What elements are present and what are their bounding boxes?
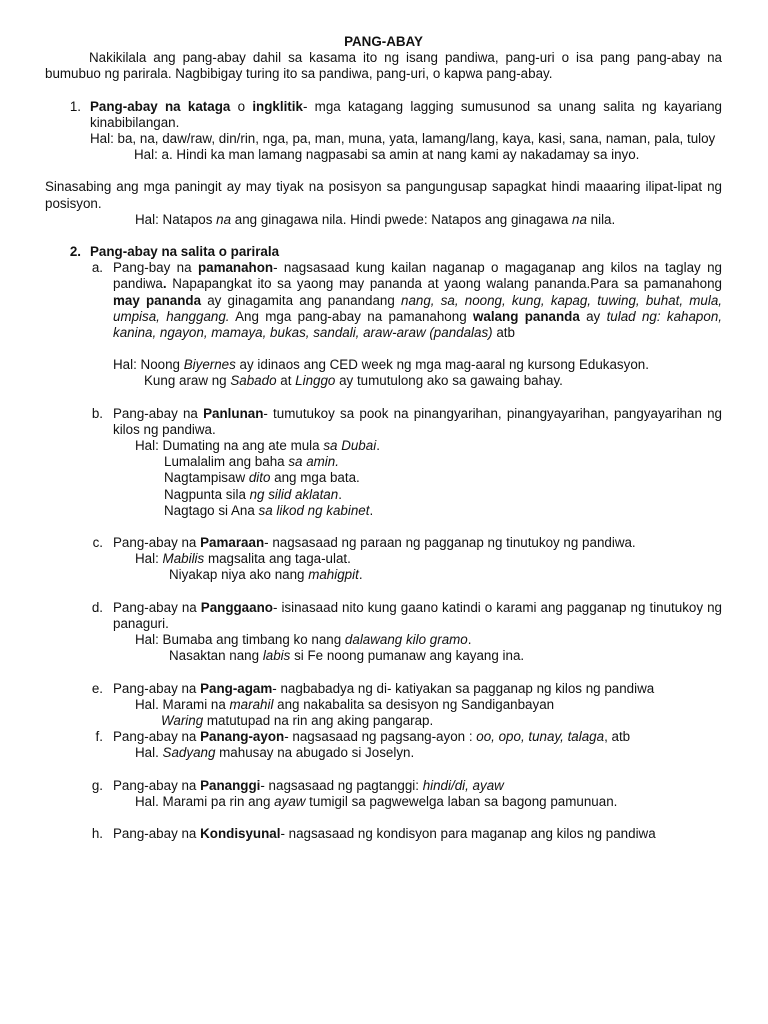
subitem-c-example-1: Hal: Mabilis magsalita ang taga-ulat. [135, 551, 351, 567]
intro-paragraph: Nakikilala ang pang-abay dahil sa kasama ito ng isang pandiwa, pang-uri o isa pang pang-abay na bumubuo ng parirala. Nagbibigay turing ito sa pandiwa, pang-uri, o kapwa pang-abay. [45, 50, 722, 82]
subitem-letter: f. [95, 729, 103, 745]
subitem-a-example-1: Hal: Noong Biyernes ay idinaos ang CED week ng mga mag-aaral ng kursong Edukasyon. [113, 357, 649, 373]
subitem-f-example-1: Hal. Sadyang mahusay na abugado si Joselyn. [135, 745, 415, 761]
subitem-b-example-5: Nagtago si Ana sa likod ng kabinet. [164, 502, 374, 518]
subitem-letter: a. [91, 260, 103, 276]
subitem-d-definition: Pang-abay na Panggaano- isinasaad nito kung gaano katindi o karami ang pagganap ng tinutukoy ng panaguri. [113, 599, 723, 631]
subitem-b [45, 406, 722, 519]
subitem-b-example-2: Lumalalim ang baha sa amin. [164, 454, 339, 470]
subitem-b-example-3: Nagtampisaw dito ang mga bata. [164, 470, 360, 486]
subitem-d-example-1: Hal: Bumaba ang timbang ko nang dalawang kilo gramo. [135, 632, 472, 648]
subitem-g [45, 778, 722, 810]
paningit-paragraph: Sinasabing ang mga paningit ay may tiyak na posisyon sa pangungusap sapagkat hindi maaaring ilipat-lipat ng posisyon. [45, 179, 722, 211]
item-1-word-list: Hal: ba, na, daw/raw, din/rin, nga, pa, man, muna, yata, lamang/lang, kaya, kasi, sana, naman, pala, tuloy [90, 131, 716, 147]
item-number: 1. [69, 98, 81, 114]
subitem-c [45, 535, 722, 584]
subitem-b-definition: Pang-abay na Panlunan- tumutukoy sa pook na pinangyarihan, pinangyayarihan, pangyayarihan ng kilos ng pandiwa. [113, 405, 722, 437]
subitem-f-definition: Pang-abay na Panang-ayon- nagsasaad ng pagsang-ayon : oo, opo, tunay, talaga, atb [113, 729, 631, 745]
subitem-letter: d. [91, 599, 103, 615]
item-2-heading: Pang-abay na salita o parirala [90, 244, 280, 260]
subitem-e-example-1: Hal. Marami na marahil ang nakabalita sa desisyon ng Sandiganbayan [135, 696, 555, 712]
subitem-d-example-2: Nasaktan nang labis si Fe noong pumanaw ang kayang ina. [169, 648, 525, 664]
subitem-a [45, 260, 722, 341]
subitem-f [45, 729, 722, 761]
subitem-a-example-2: Kung araw ng Sabado at Linggo ay tumutulong ako sa gawaing bahay. [144, 373, 563, 389]
subitem-letter: e. [91, 680, 103, 696]
subitem-b-example-4: Nagpunta sila ng silid aklatan. [164, 486, 342, 502]
subitem-h-definition: Pang-abay na Kondisyunal- nagsasaad ng kondisyon para maganap ang kilos ng pandiwa [113, 825, 656, 841]
subitem-g-definition: Pang-abay na Pananggi- nagsasaad ng pagtanggi: hindi/di, ayaw [113, 777, 504, 793]
subitem-c-definition: Pang-abay na Pamaraan- nagsasaad ng paraan ng pagganap ng tinutukoy ng pandiwa. [113, 535, 636, 551]
page-title: PANG-ABAY [344, 34, 423, 49]
subitem-g-example-1: Hal. Marami pa rin ang ayaw tumigil sa pagwewelga laban sa bagong pamunuan. [135, 793, 618, 809]
subitem-e [45, 681, 722, 730]
item-1-definition: Pang-abay na kataga o ingklitik- mga katagang lagging sumusunod sa unang salita ng kayariang kinabibilangan. [90, 98, 723, 130]
item-1 [45, 99, 722, 164]
subitem-e-example-2: Waring matutupad na rin ang aking pangarap. [161, 712, 434, 728]
item-1-example: Hal: a. Hindi ka man lamang nagpasabi sa amin at nang kami ay nakadamay sa inyo. [134, 147, 640, 163]
subitem-letter: b. [91, 405, 103, 421]
item-2 [45, 244, 722, 260]
subitem-b-example-1: Hal: Dumating na ang ate mula sa Dubai. [135, 438, 380, 454]
subitem-e-definition: Pang-abay na Pang-agam- nagbabadya ng di- katiyakan sa pagganap ng kilos ng pandiwa [113, 680, 655, 696]
subitem-d [45, 600, 722, 665]
subitem-letter: h. [91, 825, 103, 841]
subitem-letter: g. [91, 777, 103, 793]
subitem-h [45, 826, 722, 842]
subitem-c-example-2: Niyakap niya ako nang mahigpit. [169, 567, 363, 583]
subitem-a-definition: Pang-bay na pamanahon- nagsasaad kung kailan naganap o magaganap ang kilos na taglay ng pandiwa. Napapangkat ito sa yaong may pananda at yaong walang pananda.Para sa pamanahong may pananda ay ginagamita ang panandang nang, sa, noong, kung, kapag, tuwing, buhat, mula, umpisa, hanggang. Ang mga pang-abay na pamanahong walang pananda ay tulad ng: kahapon, kanina, ngayon, mamaya, bukas, sandali, araw-araw (pandalas) atb [113, 260, 722, 341]
item-number: 2. [69, 244, 81, 260]
subitem-letter: c. [92, 535, 103, 551]
paningit-example: Hal: Natapos na ang ginagawa nila. Hindi pwede: Natapos ang ginagawa na nila. [135, 211, 616, 227]
